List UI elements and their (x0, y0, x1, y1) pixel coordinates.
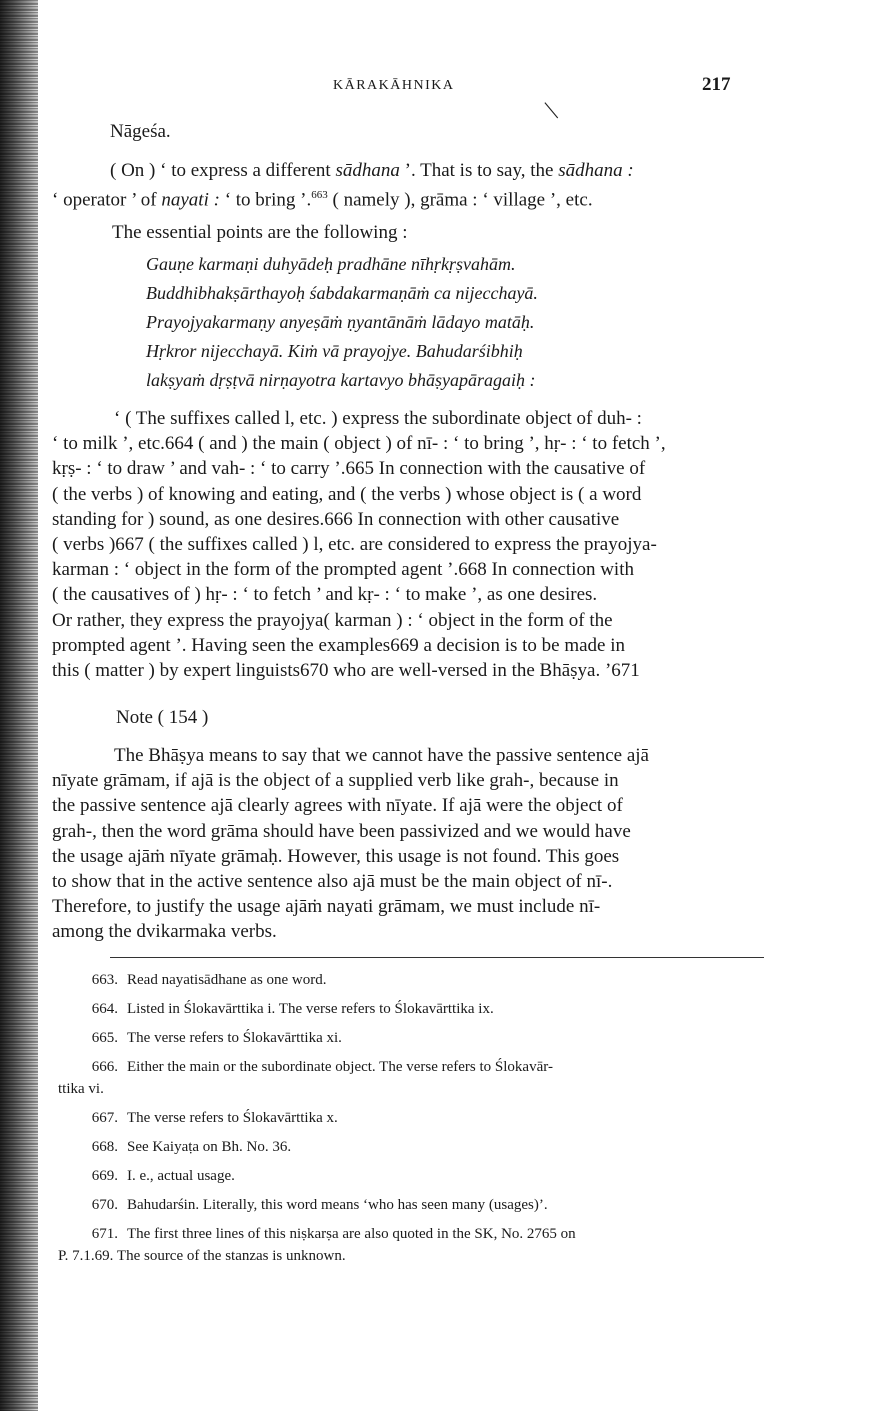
book-binding-edge (0, 0, 38, 1411)
translation-line: standing for ) sound, as one desires.666 In connection with other causative (52, 508, 620, 530)
footnote-665: 665. The verse refers to Ślokavārttika xi. (91, 1030, 342, 1046)
note-heading: Note ( 154 ) (116, 707, 209, 728)
verse-line: Hṛkror nijecchayā. Kiṁ vā prayojye. Bahudarśibhiḥ (146, 341, 523, 361)
pen-mark: | (540, 97, 560, 120)
verse-line: Buddhibhakṣārthayoḥ śabdakarmaṇāṁ ca nijecchayā. (146, 283, 538, 303)
footnote-divider (110, 957, 764, 958)
footnote-669: 669. I. e., actual usage. (91, 1168, 235, 1184)
footnote-666: 666. Either the main or the subordinate object. The verse refers to Ślokavār- ttika vi. (58, 1059, 553, 1097)
note-line: The Bhāṣya means to say that we cannot have the passive sentence ajā (114, 745, 649, 766)
footnote-664: 664. Listed in Ślokavārttika i. The verse refers to Ślokavārttika ix. (91, 1001, 494, 1017)
note-paragraph (52, 743, 752, 945)
translation-line: kṛṣ- : ‘ to draw ’ and vah- : ‘ to carry ’.665 In connection with the causative of (52, 458, 646, 480)
verse-line: Prayojyakarmaṇy anyeṣāṁ ṇyantānāṁ lādayo matāḥ. (146, 312, 535, 332)
footnote-671: 671. The first three lines of this niṣkarṣa are also quoted in the SK, No. 2765 on P. 7.1.69. The source of the stanzas is unknown. (58, 1226, 576, 1264)
translation-line: ( the verbs ) of knowing and eating, and ( the verbs ) whose object is ( a word (52, 483, 642, 505)
running-header-title: KĀRAKĀHNIKA (333, 78, 455, 93)
note-line: Therefore, to justify the usage ajāṁ nayati grāmam, we must include nī- (52, 896, 601, 918)
note-line: to show that in the active sentence also ajā must be the main object of nī-. (52, 871, 613, 893)
translation-line: ‘ ( The suffixes called l, etc. ) express the subordinate object of duh- : (114, 408, 642, 429)
note-line: nīyate grāmam, if ajā is the object of a supplied verb like grah-, because in (52, 770, 619, 792)
translation-line: this ( matter ) by expert linguists670 who are well-versed in the Bhāṣya. ’671 (52, 660, 640, 682)
paragraph-on-sadhana: ( On ) ‘ to express a different sādhana ’. That is to say, the sādhana : ‘ operator ’ of nayati : ‘ to bring ’.$^{663}$ ( namely ), grāma : ‘ village ’, etc. (52, 160, 634, 211)
translation-line: prompted agent ’. Having seen the examples669 a decision is to be made in (52, 634, 626, 656)
note-line: grah-, then the word grāma should have been passivized and we would have (52, 820, 631, 842)
verse-line: lakṣyaṁ dṛṣṭvā nirṇayotra kartavyo bhāṣyapāragaiḥ : (146, 370, 536, 390)
translation-line: ( verbs )667 ( the suffixes called ) l, etc. are considered to express the prayojya- (52, 534, 657, 556)
translation-line: ‘ to milk ’, etc.664 ( and ) the main ( object ) of nī- : ‘ to bring ’, hṛ- : ‘ to fetch ’, (52, 433, 666, 455)
footnote-668: 668. See Kaiyaṭa on Bh. No. 36. (91, 1139, 292, 1155)
translation-line: ( the causatives of ) hṛ- : ‘ to fetch ’ and kṛ- : ‘ to make ’, as one desires. (52, 584, 598, 606)
note-line: the usage ajāṁ nīyate grāmaḥ. However, this usage is not found. This goes (52, 845, 620, 867)
points-intro: The essential points are the following : (112, 222, 408, 243)
note-line: among the dvikarmaka verbs. (52, 921, 277, 943)
translation-line: Or rather, they express the prayojya( karman ) : ‘ object in the form of the (52, 609, 613, 631)
footnote-663: 663. Read nayatisādhane as one word. (91, 972, 327, 988)
page-number: 217 (702, 74, 731, 95)
sanskrit-verse (146, 250, 538, 395)
translation-paragraph (52, 406, 752, 683)
section-heading-nagesa: Nāgeśa. (110, 121, 171, 142)
footnote-670: 670. Bahudarśin. Literally, this word means ‘who has seen many (usages)’. (91, 1197, 548, 1213)
note-line: the passive sentence ajā clearly agrees with nīyate. If ajā were the object of (52, 795, 623, 817)
footnote-667: 667. The verse refers to Ślokavārttika x. (91, 1110, 338, 1126)
translation-line: karman : ‘ object in the form of the prompted agent ’.668 In connection with (52, 559, 634, 581)
verse-line: Gauṇe karmaṇi duhyādeḥ pradhāne nīhṛkṛṣvahām. (146, 254, 516, 274)
